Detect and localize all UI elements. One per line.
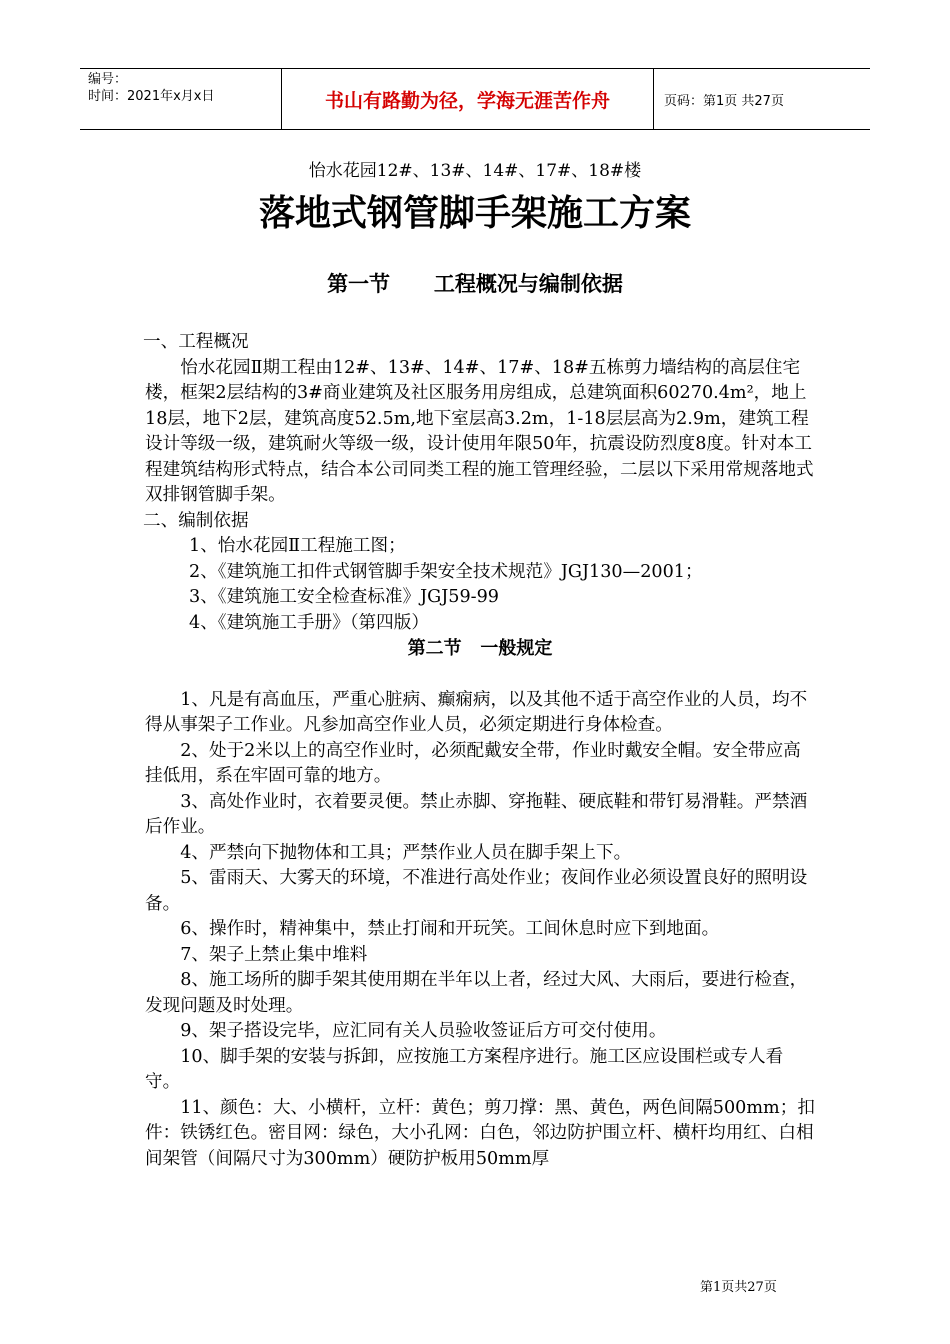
rule-item: 2、处于2米以上的高空作业时，必须配戴安全带，作业时戴安全帽。安全带应高挂低用，系在牢固可靠的地方。 (145, 740, 801, 786)
header-page-info: 页码：第1页 共27页 (664, 93, 784, 109)
rule-item: 8、施工场所的脚手架其使用期在半年以上者，经过大风、大雨后，要进行检查，发现问题及时处理。 (145, 970, 808, 1016)
rule-item: 9、架子搭设完毕，应汇同有关人员验收签证后方可交付使用。 (180, 1021, 667, 1041)
rule-item: 11、颜色：大、小横杆，立杆：黄色；剪刀撑：黑、黄色，两色间隔500mm；扣件：铁锈红色。密目网：绿色，大小孔网：白色，邻边防护围立杆、横杆均用红、白相间架管（间隔尺寸为300mm）硬防护板用50mm厚 (145, 1097, 815, 1169)
reference-item: 2、《建筑施工扣件式钢管脚手架安全技术规范》JGJ130—2001； (189, 561, 703, 582)
rule-item: 6、操作时，精神集中，禁止打闹和开玩笑。工间休息时应下到地面。 (180, 919, 720, 939)
rule-item: 5、雷雨天、大雾天的环境，不准进行高处作业；夜间作业必须设置良好的照明设备。 (145, 868, 808, 914)
rule-item: 4、严禁向下抛物体和工具；严禁作业人员在脚手架上下。 (180, 842, 632, 863)
reference-item: 4、《建筑施工手册》（第四版） (189, 612, 429, 633)
page-header (80, 68, 870, 130)
rule-item: 10、脚手架的安装与拆卸，应按施工方案程序进行。施工区应设围栏或专人看守。 (145, 1046, 784, 1092)
doc-body (145, 330, 815, 1172)
overview-paragraph: 怡水花园Ⅱ期工程由12#、13#、14#、17#、18#五栋剪力墙结构的高层住宅楼，框架2层结构的3#商业建筑及社区服务用房组成，总建筑面积60270.4m²，地上18层，地下2层，建筑高度52.5m,地下室层高3.2m，1-18层层高为2.9m，建筑工程设计等级一级，建筑耐火等级一级，设计使用年限50年，抗震设防烈度8度。针对本工程建筑结构形式特点，结合本公司同类工程的施工管理经验，二层以下采用常规落地式双排钢管脚手架。 (145, 357, 814, 505)
section-heading-1: 第一节 工程概况与编制依据 (327, 272, 623, 296)
doc-number-label: 编号： (88, 72, 128, 87)
section-heading-2: 第二节 一般规定 (407, 638, 553, 659)
reference-item: 1、怡水花园Ⅱ工程施工图； (189, 536, 406, 556)
rule-item: 1、凡是有高血压，严重心脏病、癫痫病，以及其他不适于高空作业的人员，均不得从事架子工作业。凡参加高空作业人员，必须定期进行身体检查。 (145, 689, 808, 735)
reference-item: 3、《建筑施工安全检查标准》JGJ59-99 (189, 587, 499, 607)
rule-item: 7、架子上禁止集中堆料 (180, 944, 368, 965)
rule-item: 3、高处作业时，衣着要灵便。禁止赤脚、穿拖鞋、硬底鞋和带钉易滑鞋。严禁酒后作业。 (145, 791, 808, 837)
page-footer: 第1页共27页 (700, 1280, 777, 1295)
heading-overview: 一、工程概况 (143, 332, 249, 352)
heading-basis: 二、编制依据 (143, 510, 249, 531)
header-meta (80, 69, 282, 129)
header-motto: 书山有路勤为径，学海无涯苦作舟 (282, 69, 654, 129)
doc-time-label: 时间：2021年x月x日 (88, 89, 215, 104)
doc-title: 落地式钢管脚手架施工方案 (258, 193, 691, 234)
doc-subtitle: 怡水花园12#、13#、14#、17#、18#楼 (308, 161, 642, 181)
